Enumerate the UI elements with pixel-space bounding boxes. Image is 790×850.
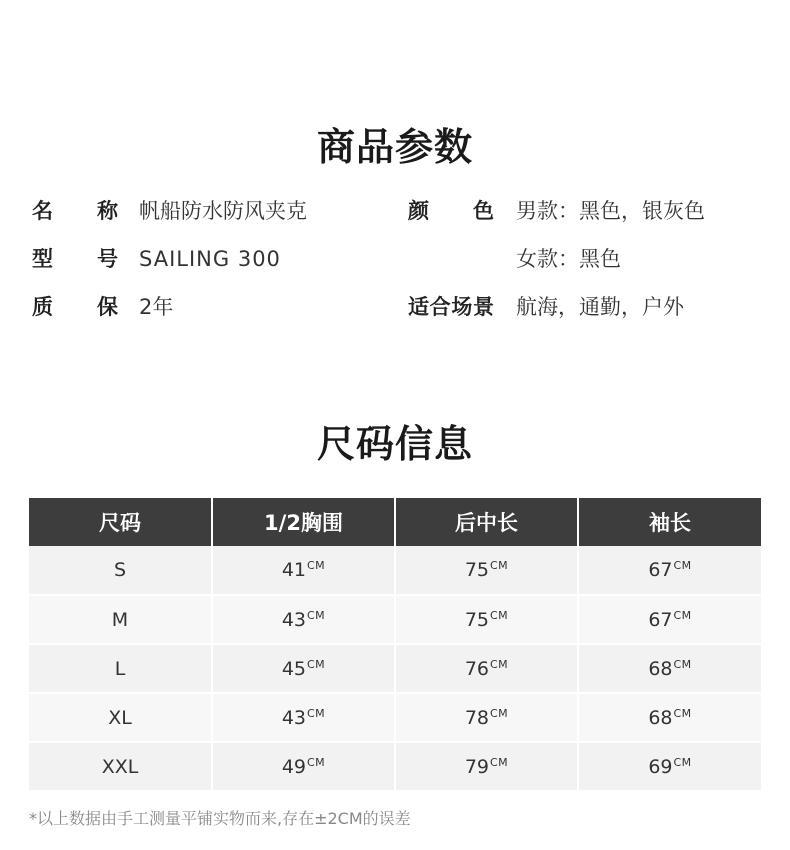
length-value: 78 [464,706,489,729]
length-cell [395,693,578,742]
chest-cell [212,546,395,595]
sleeve-value: 69 [648,755,673,778]
unit-label: CM [307,706,326,720]
length-value: 75 [464,608,489,631]
sleeve-value: 68 [648,706,673,729]
product-params-title: 商品参数 [316,125,473,169]
length-cell [395,742,578,791]
sleeve-cell [578,546,761,595]
chest-value: 41 [281,559,306,581]
sleeve-cell [578,742,761,791]
size-cell: S [29,546,212,595]
measurement-note: *以上数据由手工测量平铺实物而来,存在±2CM的误差 [29,809,411,828]
sleeve-cell [578,693,761,742]
chest-value: 43 [281,706,306,729]
warranty-value: 2年 [139,295,174,319]
header-chest: 1/2胸围 [212,498,395,546]
unit-label: CM [307,657,326,671]
unit-label: CM [490,755,509,769]
name-label [32,197,118,225]
scene-value: 航海，通勤，户外 [516,295,684,319]
sleeve-value: 68 [648,657,673,680]
unit-label: CM [673,706,692,720]
name-value: 帆船防水防风夹克 [139,199,307,223]
size-cell: M [29,595,212,644]
length-cell [395,644,578,693]
chest-cell [212,595,395,644]
length-value: 79 [464,755,489,778]
unit-label: CM [673,755,692,769]
header-back-length: 后中长 [395,498,578,546]
length-cell [395,595,578,644]
table-row [29,546,761,595]
header-sleeve: 袖长 [578,498,761,546]
chest-cell [212,693,395,742]
name-label-text: 名 称 [32,199,118,223]
model-label-text: 型 号 [32,247,118,271]
size-info-title: 尺码信息 [316,422,473,466]
size-cell: XL [29,693,212,742]
scene-label [408,293,494,321]
table-row [29,742,761,791]
chest-value: 45 [281,657,306,680]
model-label [32,245,118,273]
unit-label: CM [673,657,692,671]
chest-value: 43 [281,608,306,631]
header-size: 尺码 [29,498,212,546]
sleeve-cell [578,644,761,693]
length-value: 76 [464,657,489,680]
chest-value: 49 [281,755,306,778]
warranty-label-text: 质 保 [32,295,118,319]
unit-label: CM [490,559,509,572]
unit-label: CM [307,608,326,622]
model-value: SAILING 300 [139,247,281,271]
size-table-header [29,498,761,546]
unit-label: CM [673,559,692,572]
sleeve-value: 67 [648,559,673,581]
color-value-women: 女款：黑色 [516,247,621,271]
size-cell: L [29,644,212,693]
sleeve-value: 67 [648,608,673,631]
scene-label-text: 适合场景 [408,295,494,319]
unit-label: CM [490,706,509,720]
length-cell [395,546,578,595]
table-row [29,693,761,742]
color-value-men: 男款：黑色，银灰色 [516,199,705,223]
chest-cell [212,644,395,693]
length-value: 75 [464,559,489,581]
table-row [29,595,761,644]
table-row [29,644,761,693]
unit-label: CM [307,755,326,769]
size-table [29,498,761,792]
size-cell: XXL [29,742,212,791]
color-label [408,197,494,225]
unit-label: CM [490,608,509,622]
sleeve-cell [578,595,761,644]
chest-cell [212,742,395,791]
color-label-text: 颜 色 [408,199,494,223]
unit-label: CM [673,608,692,622]
unit-label: CM [307,559,326,572]
warranty-label [32,293,118,321]
unit-label: CM [490,657,509,671]
